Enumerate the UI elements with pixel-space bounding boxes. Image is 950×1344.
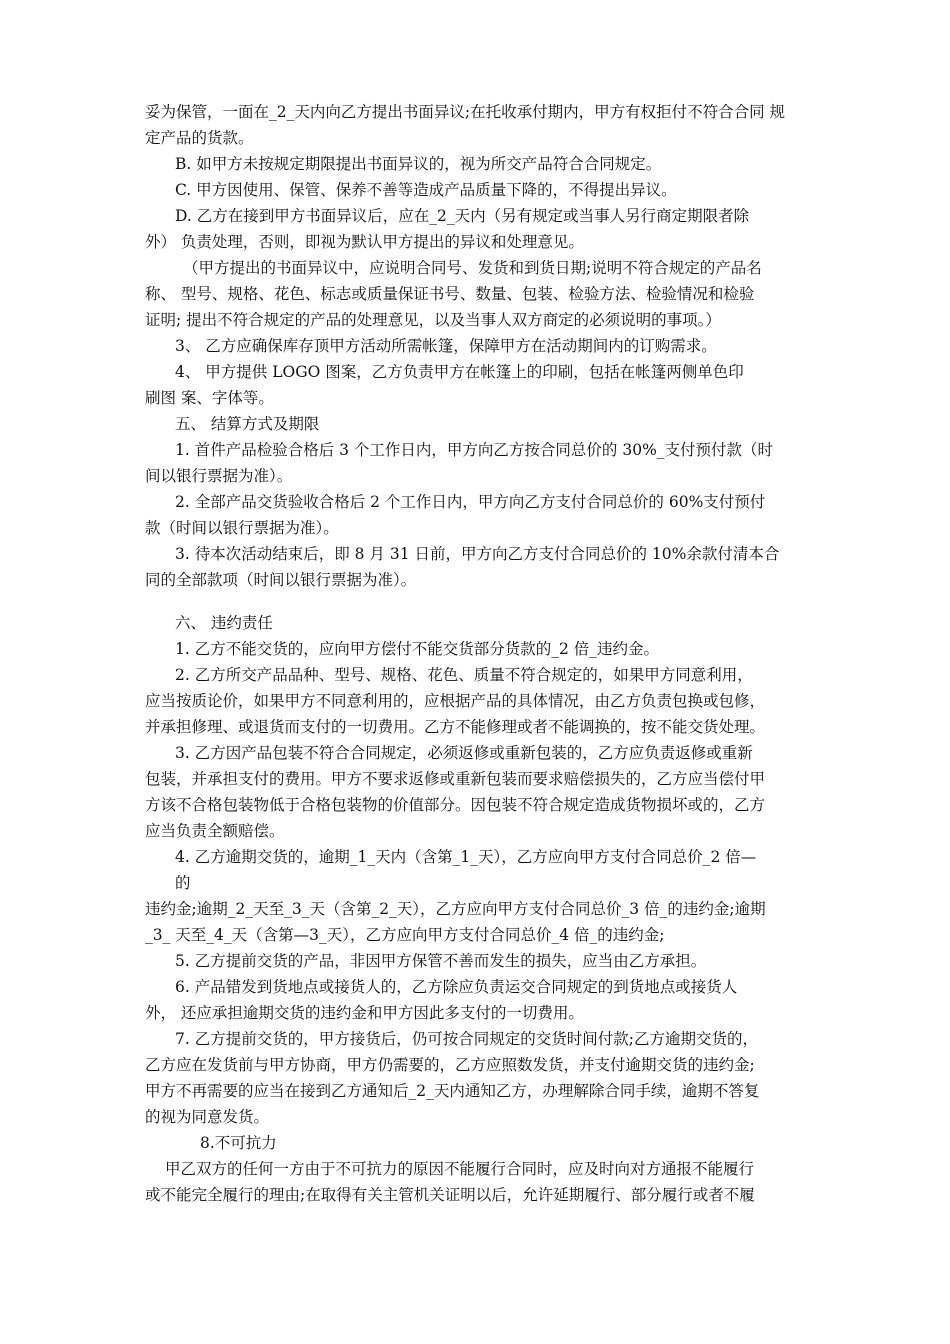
text-line: 应当负责全额赔偿。 [145, 822, 285, 840]
text-line: 4. 乙方逾期交货的，逾期_1_天内（含第_1_天），乙方应向甲方支付合同总价_2 倍— [175, 848, 757, 866]
text-line: 同的全部款项（时间以银行票据为准）。 [145, 571, 417, 589]
text-line: B. 如甲方未按规定期限提出书面异议的，视为所交产品符合合同规定。 [175, 155, 662, 173]
text-line: 2. 乙方所交产品品种、型号、规格、花色、质量不符合规定的，如果甲方同意利用， [175, 666, 753, 684]
text-line: _3_ 天至_4_天（含第—3_天），乙方应向甲方支付合同总价_4 倍_的违约金; [145, 926, 665, 944]
section-heading: 8.不可抗力 [200, 1134, 277, 1152]
text-line: 7. 乙方提前交货的，甲方接货后，仍可按合同规定的交货时间付款;乙方逾期交货的， [175, 1030, 758, 1048]
text-line: 妥为保管，一面在_2_天内向乙方提出书面异议;在托收承付期内，甲方有权拒付不符合合同 规 [145, 103, 786, 121]
text-line: 外） 负责处理，否则，即视为默认甲方提出的异议和处理意见。 [145, 233, 584, 251]
text-line: 包装，并承担支付的费用。甲方不要求返修或重新包装而要求赔偿损失的，乙方应当偿付甲 [145, 770, 766, 788]
text-line: 1. 乙方不能交货的，应向甲方偿付不能交货部分货款的_2 倍_违约金。 [175, 640, 660, 658]
text-line: 甲方不再需要的应当在接到乙方通知后_2_天内通知乙方，办理解除合同手续，逾期不答复 [145, 1082, 760, 1100]
text-line: 证明; 提出不符合规定的产品的处理意见，以及当事人双方商定的必须说明的事项。） [145, 311, 721, 329]
text-line: 的 [175, 874, 191, 892]
text-line: 3. 待本次活动结束后，即 8 月 31 日前，甲方向乙方支付合同总价的 10%余款付清本合 [175, 545, 780, 563]
text-line: 5. 乙方提前交货的产品，非因甲方保管不善而发生的损失，应当由乙方承担。 [175, 952, 707, 970]
text-line: 的视为同意发货。 [145, 1108, 270, 1126]
text-line: 乙方应在发货前与甲方协商，甲方仍需要的，乙方应照数发货，并支付逾期交货的违约金; [145, 1056, 755, 1074]
text-line: 定产品的货款。 [145, 129, 254, 147]
text-line: 称、 型号、规格、花色、标志或质量保证书号、数量、包装、检验方法、检验情况和检验 [145, 285, 755, 303]
section-heading: 六、 违约责任 [175, 614, 273, 632]
text-line: 间以银行票据为准）。 [145, 467, 293, 485]
text-line: 3、 乙方应确保库存顶甲方活动所需帐篷，保障甲方在活动期间内的订购需求。 [175, 337, 717, 355]
text-line: D. 乙方在接到甲方书面异议后，应在_2_天内（另有规定或当事人另行商定期限者除 [175, 207, 750, 225]
text-line: 款（时间以银行票据为准）。 [145, 519, 339, 537]
text-line: 并承担修理、或退货而支付的一切费用。乙方不能修理或者不能调换的，按不能交货处理。 [145, 718, 766, 736]
text-line: 2. 全部产品交货验收合格后 2 个工作日内，甲方向乙方支付合同总价的 60%支付预付 [175, 493, 766, 511]
text-line: 违约金;逾期_2_天至_3_天（含第_2_天），乙方应向甲方支付合同总价_3 倍_的违约金;逾期 [145, 900, 766, 918]
text-line: 方该不合格包装物低于合格包装物的价值部分。因包装不符合规定造成货物损坏或的，乙方 [145, 796, 766, 814]
text-line: 1. 首件产品检验合格后 3 个工作日内，甲方向乙方按合同总价的 30%_支付预付款（时 [175, 441, 774, 459]
section-heading: 五、 结算方式及期限 [175, 415, 320, 433]
text-line: （甲方提出的书面异议中，应说明合同号、发货和到货日期;说明不符合规定的产品名 [183, 259, 762, 277]
text-line: 6. 产品错发到货地点或接货人的，乙方除应负责运交合同规定的到货地点或接货人 [175, 978, 738, 996]
text-line: C. 甲方因使用、保管、保养不善等造成产品质量下降的，不得提出异议。 [175, 181, 677, 199]
text-line: 甲乙双方的任何一方由于不可抗力的原因不能履行合同时，应及时向对方通报不能履行 [165, 1160, 755, 1178]
text-line: 或不能完全履行的理由;在取得有关主管机关证明以后，允许延期履行、部分履行或者不履 [145, 1186, 755, 1204]
text-line: 应当按质论价，如果甲方不同意利用的，应根据产品的具体情况，由乙方负责包换或包修， [145, 692, 766, 710]
text-line: 刷图 案、字体等。 [145, 389, 274, 407]
text-line: 外， 还应承担逾期交货的违约金和甲方因此多支付的一切费用。 [145, 1004, 584, 1022]
text-line: 4、 甲方提供 LOGO 图案，乙方负责甲方在帐篷上的印刷，包括在帐篷两侧单色印 [175, 363, 744, 381]
text-line: 3. 乙方因产品包装不符合合同规定，必须返修或重新包装的，乙方应负责返修或重新 [175, 744, 753, 762]
